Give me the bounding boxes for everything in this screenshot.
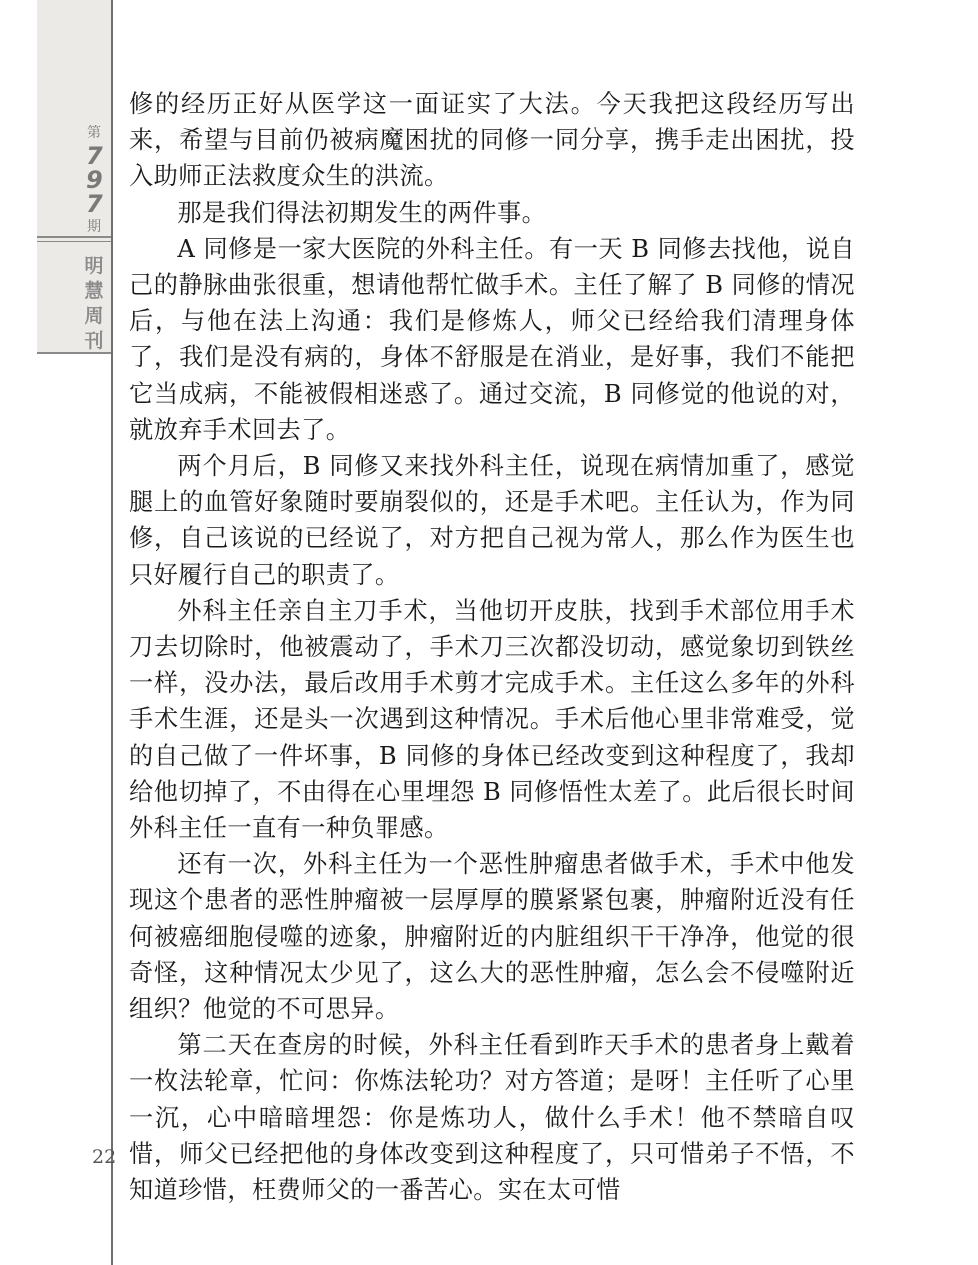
paragraph: 两个月后，B 同修又来找外科主任，说现在病情加重了，感觉腿上的血管好象随时要崩裂似的，还是手术吧。主任认为，作为同修，自己该说的已经说了，对方把自己视为常人，那么作为医生也只好履行自己的职责了。 <box>129 452 855 589</box>
magazine-title: 明慧周刊 <box>84 255 104 352</box>
margin-line <box>111 0 113 1265</box>
paragraph: A 同修是一家大医院的外科主任。有一天 B 同修去找他，说自己的静脉曲张很重，想请他帮忙做手术。主任了解了 B 同修的情况后，与他在法上沟通：我们是修炼人，师父已经给我们清理身体了，我们是没有病的，身体不舒服是在消业，是好事，我们不能把它当成病，不能被假相迷惑了。通过交流，B 同修觉的他说的对，就放弃手术回去了。 <box>129 234 855 444</box>
sidebar-divider-top <box>37 236 113 238</box>
paragraph: 修的经历正好从医学这一面证实了大法。今天我把这段经历写出来，希望与目前仍被病魔困扰的同修一同分享，携手走出困扰，投入助师正法救度众生的洪流。 <box>129 90 855 191</box>
issue-number: 797 <box>86 142 103 218</box>
page-number: 22 <box>92 1146 117 1168</box>
issue-prefix: 第 <box>87 125 101 141</box>
paragraph: 那是我们得法初期发生的两件事。 <box>177 198 547 227</box>
paragraph: 第二天在查房的时候，外科主任看到昨天手术的患者身上戴着一枚法轮章，忙问：你炼法轮功？对方答道；是呀！主任听了心里一沉，心中暗暗埋怨：你是炼功人，做什么手术！他不禁暗自叹惜，师父已经把他的身体改变到这种程度了，只可惜弟子不悟，不知道珍惜，枉费师父的一番苦心。实在太可惜 <box>129 1031 855 1205</box>
issue-indicator <box>80 124 108 236</box>
paragraph: 外科主任亲自主刀手术，当他切开皮肤，找到手术部位用手术刀去切除时，他被震动了，手术刀三次都没切动，感觉象切到铁丝一样，没办法，最后改用手术剪才完成手术。主任这么多年的外科手术生涯，还是头一次遇到这种情况。手术后他心里非常难受，觉的自己做了一件坏事，B 同修的身体已经改变到这种程度了，我却给他切掉了，不由得在心里埋怨 B 同修悟性太差了。此后很长时间外科主任一直有一种负罪感。 <box>129 596 855 843</box>
article-body <box>129 86 855 1208</box>
sidebar-divider-bottom <box>37 241 113 242</box>
issue-suffix: 期 <box>87 219 101 235</box>
paragraph: 还有一次，外科主任为一个恶性肿瘤患者做手术，手术中他发现这个患者的恶性肿瘤被一层厚厚的膜紧紧包裹，肿瘤附近没有任何被癌细胞侵噬的迹象，肿瘤附近的内脏组织干干净净，他觉的很奇怪，这种情况太少见了，这么大的恶性肿瘤，怎么会不侵噬附近组织？他觉的不可思异。 <box>129 850 855 1024</box>
